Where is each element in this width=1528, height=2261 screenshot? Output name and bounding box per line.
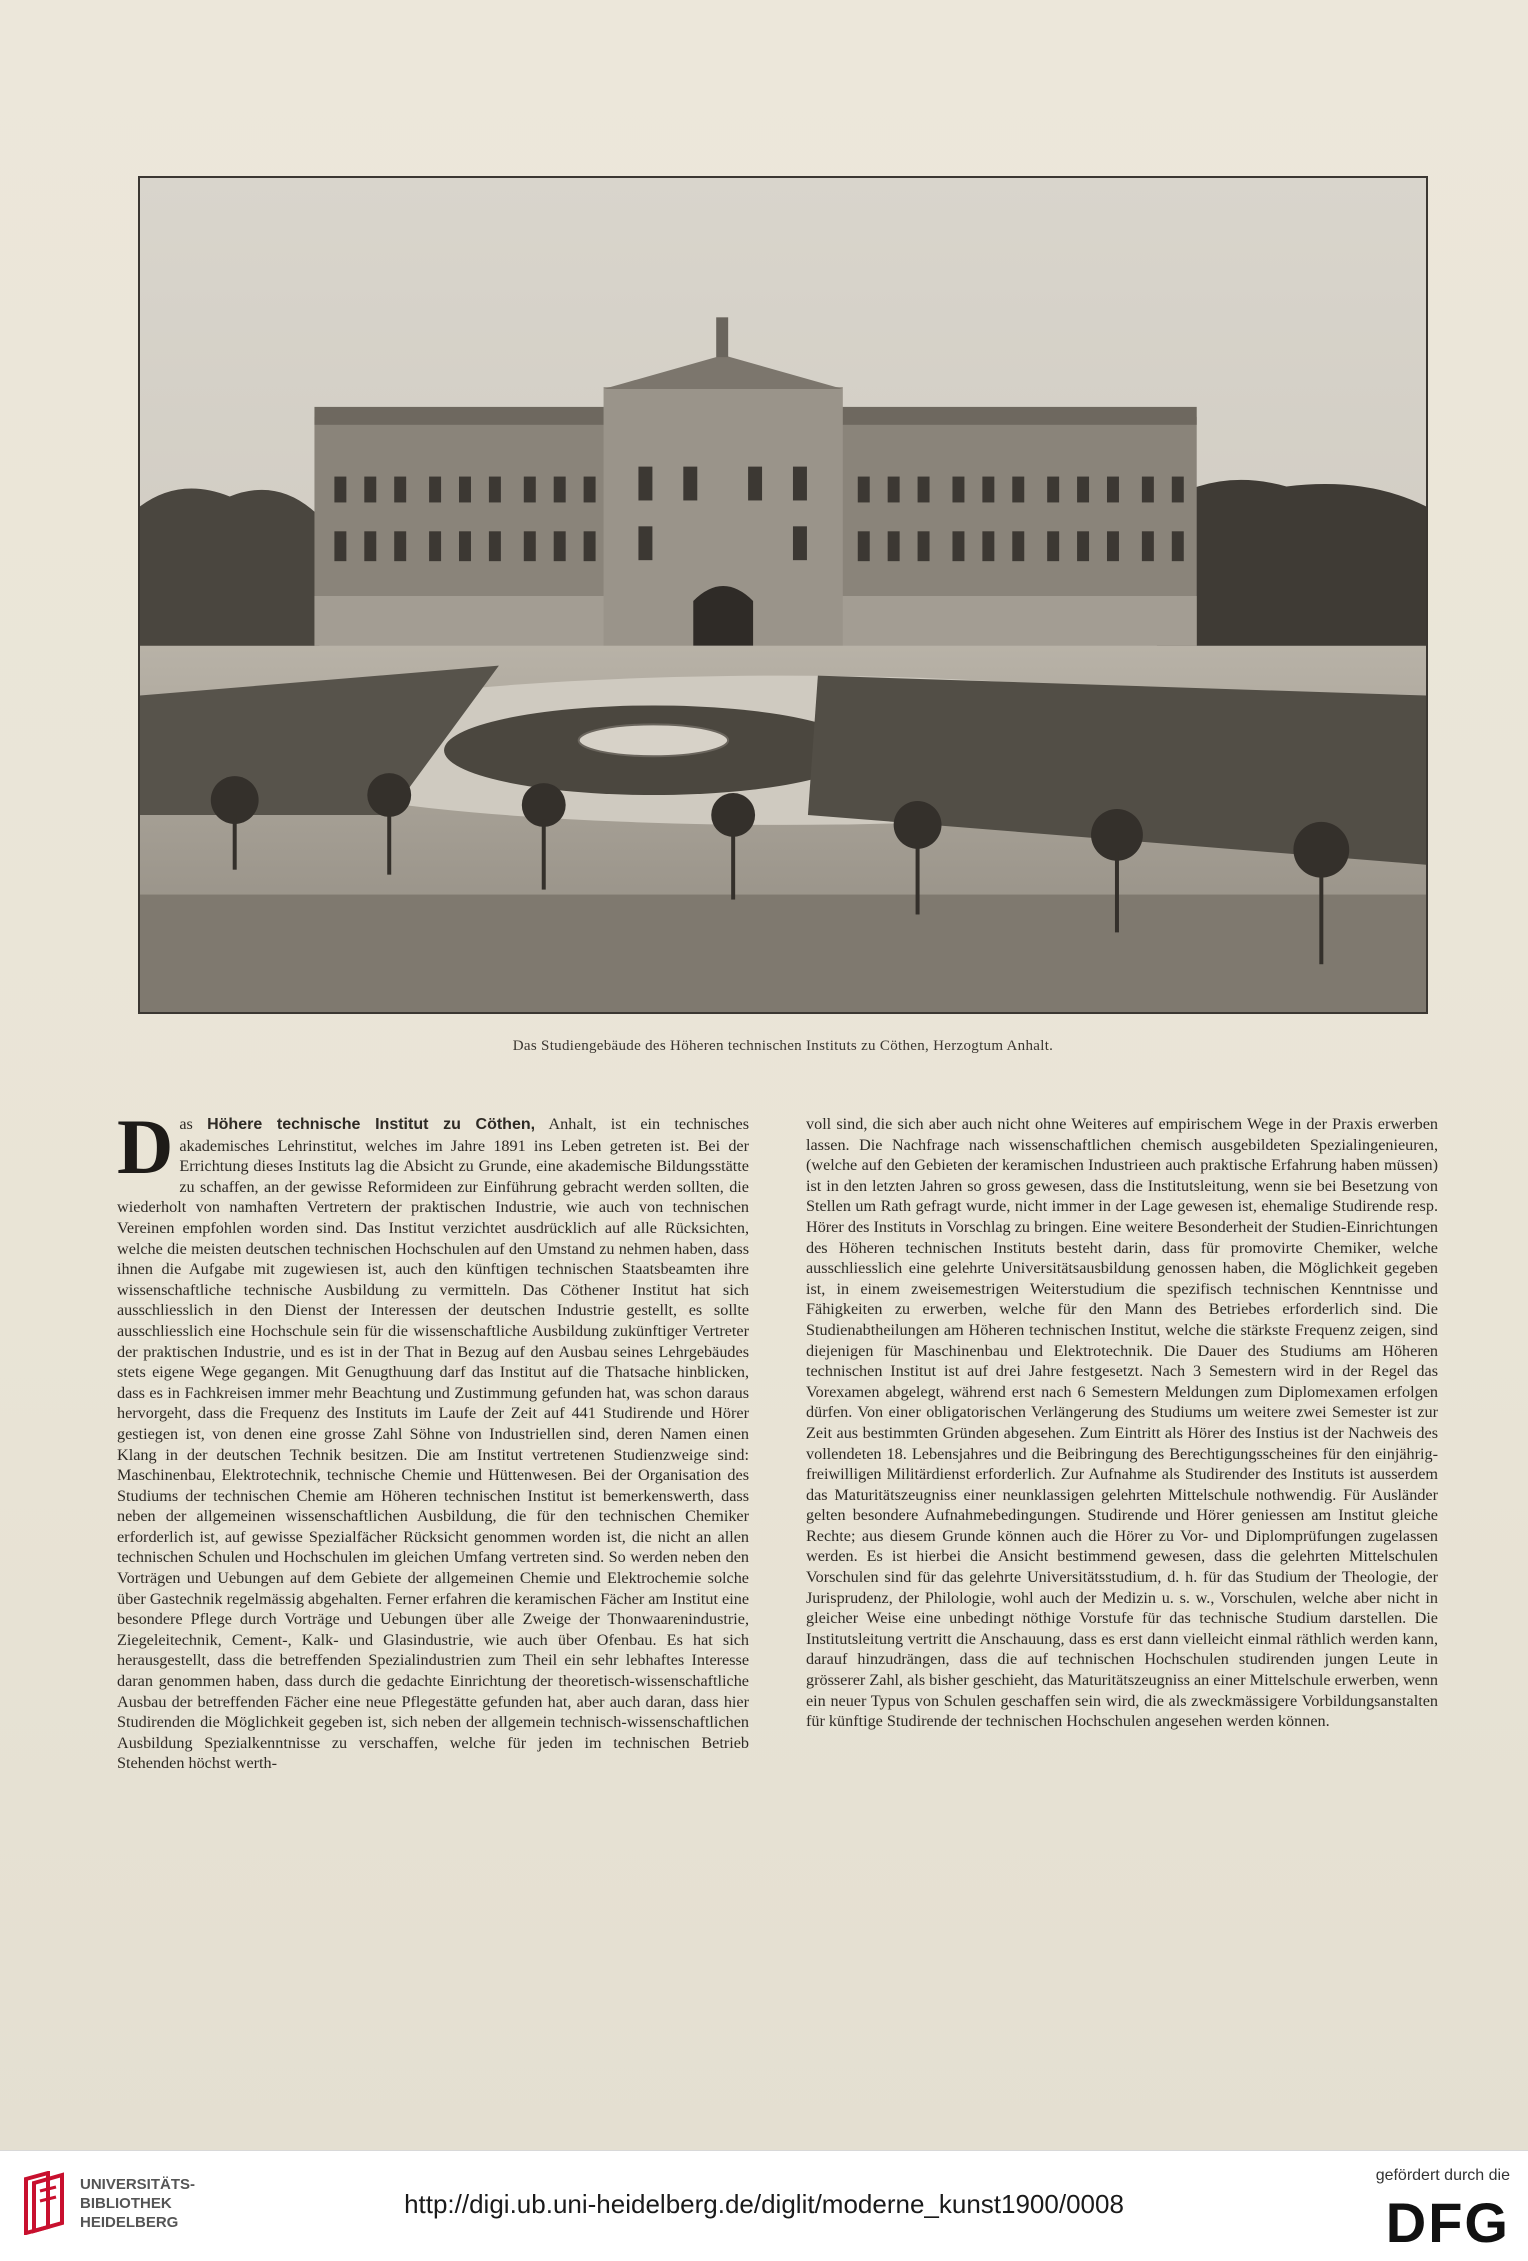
- right-column-text: voll sind, die sich aber auch nicht ohne Weiteres auf empirischem Wege in der Praxis erwerben lassen. Die Nachfrage nach wissenschaftlichen chemisch ausgebildeten Spezialingenieuren, (welche auf den Gebieten der keramischen Industrieen auch praktische Erfahrung haben müssen) ist in den letzten Jahren so gross gewesen, dass die Institutsleitung, wenn sie bei Besetzung von Stellen um Rath gefragt wurde, nicht immer in der Lage gewesen ist, ehemalige Studirende resp. Hörer des Instituts in Vorschlag zu bringen. Eine weitere Besonderheit der Studien-Einrichtungen des Höheren technischen Instituts besteht darin, dass für promovirte Chemiker, welche ausschliesslich eine gelehrte Universitätsausbildung genossen haben, die Möglichkeit gegeben ist, in einem zweisemestrigen Weiterstudium die spezifisch technischen Kenntnisse und Fähigkeiten zu erwerben, welche für den Mann des Betriebes erforderlich sind. Die Studienabtheilungen am Höheren technischen Institut, welche die stärkste Frequenz zeigen, sind diejenigen für Maschinenbau und Elektrotechnik. Die Dauer des Studiums am Höheren technischen Institut ist auf drei Jahre festgesetzt. Nach 3 Semestern wird in der Regel das Vorexamen abgelegt, während erst nach 6 Semestern Meldungen zum Diplomexamen erfolgen dürfen. Von einer obligatorischen Verlängerung des Studiums um weitere zwei Semester ist zur Zeit aus bestimmten Gründen abgesehen. Zum Eintritt als Hörer des Instius ist der Nachweis des vollendeten 18. Lebensjahres und die Beibringung des Berechtigungsscheines für den einjährig-freiwilligen Militärdienst erforderlich. Zur Aufnahme als Studirender des Instituts ist ausserdem das Maturitätszeugniss einer neunklassigen gelehrten Mittelschule nothwendig. Für Ausländer gelten besondere Aufnahmebedingungen. Studirende und Hörer geniessen am Institut gleiche Rechte; aus diesem Grunde können auch die Hörer zu Vor- und Diplomprüfungen zugelassen werden. Es ist hierbei die Ansicht bestimmend gewesen, dass die gelehrten Mittelschulen Vorschulen sind für das gelehrte Universitätsstudium, d. h. für das Studium der Theologie, der Jurisprudenz, der Philologie, wohl auch der Medizin u. s. w., Vorschulen, welche aber nicht in gleicher Weise eine unbedingt nöthige Vorstufe für das technische Studium darstellen. Die Institutsleitung vertritt die Anschauung, dass es erst dann vielleicht einmal räthlich werden kann, darauf hinzudrängen, dass die auf technischen Hochschulen studirenden jungen Leute in grösserer Zahl, als bisher geschieht, das Maturitätszeugniss an einer Mittelschule erwerben, wenn ein neuer Typus von Schulen geschaffen sein wird, die als zweckmässigere Vorbildungsanstalten für künftige Studirende der technischen Hochschulen angesehen werden können.: [806, 1115, 1439, 1731]
- article-column-right: [806, 1114, 1438, 1732]
- library-line-1: UNIVERSITÄTS-: [80, 2176, 196, 2193]
- article-column-left: [117, 1103, 750, 1774]
- drop-cap: D: [117, 1103, 174, 1190]
- building-photograph: [138, 176, 1428, 1014]
- article-paragraph-left: [117, 1103, 750, 1774]
- photo-caption: Das Studiengebäude des Höheren technischen Instituts zu Cöthen, Herzogtum Anhalt.: [512, 1038, 1054, 1054]
- sponsor-label: gefördert durch die: [1375, 2167, 1510, 2184]
- library-line-3: HEIDELBERG: [80, 2214, 179, 2231]
- left-column-text: Anhalt, ist ein technisches akademisches Lehrinstitut, welches im Jahre 1891 ins Leben getreten ist. Bei der Errichtung dieses Instituts lag die Absicht zu Grunde, eine akademische Bildungsstätte zu schaffen, an der gewisse Reformideen zur Einführung gebracht werden sollten, die wiederholt von namhaften Vertretern der praktischen Industrie, wie auch von technischen Vereinen empfohlen worden sind. Das Institut verzichtet ausdrücklich auf alle Rücksichten, welche die meisten deutschen technischen Hochschulen auf den Umstand zu nehmen haben, dass ihnen die Aufgabe mit zugewiesen ist, auch den künftigen technischen Staatsbeamten ihre wissenschaftliche technische Ausbildung zu vermitteln. Das Cöthener Institut hat sich ausschliesslich in den Dienst der Interessen der deutschen Industrie gestellt, es sollte ausschliesslich eine Hochschule sein für die wissenschaftliche Ausbildung zukünftiger Vertreter der praktischen Industrie, und es ist in der That in Bezug auf den Ausbau seines Lehrgebäudes stets eigene Wege gegangen. Mit Genugthuung darf das Institut auf die Thatsache hinblicken, dass es in Fachkreisen immer mehr Beachtung und Zustimmung gefunden hat, was schon daraus hervorgeht, dass die Frequenz des Instituts im Laufe der Zeit auf 441 Studirende und Hörer gestiegen ist, von denen eine grosse Zahl Söhne von Industriellen sind, deren Namen einen Klang in der deutschen Technik besitzen. Die am Institut vertretenen Studienzweige sind: Maschinenbau, Elektrotechnik, technische Chemie und Hüttenwesen. Bei der Organisation des Studiums der technischen Chemie am Höheren technischen Institut ist bemerkenswerth, dass neben der allgemeinen wissenschaftlichen Ausbildung, die für den technischen Chemiker erforderlich ist, auf gewisse Spezialfächer Rücksicht genommen worden ist, die nicht an allen technischen Schulen und Hochschulen im gleichen Umfang vertreten sind. So werden neben den Vorträgen und Uebungen auf dem Gebiete der allgemeinen Chemie und Elektrochemie solche über Gastechnik regelmässig abgehalten. Ferner erfahren die keramischen Fächer am Institut eine besondere Pflege durch Vorträge und Uebungen über alle Zweige der Thonwaarenindustrie, Ziegeleitechnik, Cement-, Kalk- und Glasindustrie, wie auch über Ofenbau. Es hat sich herausgestellt, dass die betreffenden Spezialindustrien zum Theil ein sehr lebhaftes Interesse daran genommen haben, dass durch die gedachte Einrichtung der theoretisch-wissenschaftliche Ausbau der betreffenden Fächer eine neue Pflegestätte gefunden hat, aber auch daran, dass hier Studirenden die Möglichkeit gegeben ist, sich neben der allgemein technisch-wissenschaftlichen Ausbildung Spezialkenntnisse zu verschaffen, welche für jeden im technischen Betrieb Stehenden höchst werth-: [117, 1115, 750, 1773]
- digitization-footer: [0, 2150, 1528, 2261]
- dfg-logo: DFG: [1385, 2191, 1510, 2254]
- photo-illustration: [140, 178, 1426, 1012]
- lead-rest: as: [179, 1115, 208, 1133]
- library-line-2: BIBLIOTHEK: [80, 2195, 172, 2212]
- lead-bold-title: Höhere technische Institut zu Cöthen,: [207, 1116, 536, 1133]
- source-url-link[interactable]: http://digi.ub.uni-heidelberg.de/diglit/moderne_kunst1900/0008: [404, 2189, 1124, 2219]
